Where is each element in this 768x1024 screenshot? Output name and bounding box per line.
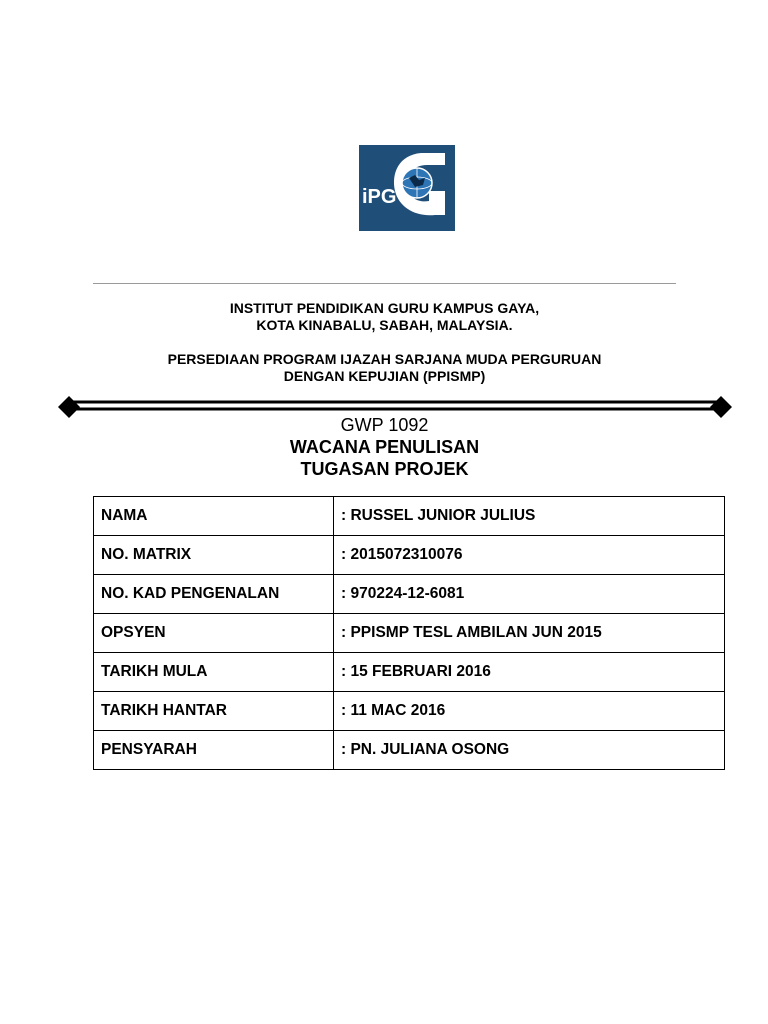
table-row <box>94 536 725 575</box>
divider-diamond-left-icon <box>58 396 80 418</box>
table-row <box>94 653 725 692</box>
institution-line-1: INSTITUT PENDIDIKAN GURU KAMPUS GAYA, <box>229 300 540 316</box>
table-row <box>94 731 725 770</box>
table-row <box>94 614 725 653</box>
row-label-kad-pengenalan: NO. KAD PENGENALAN <box>94 575 334 614</box>
row-value-pensyarah: : PN. JULIANA OSONG <box>334 731 725 770</box>
course-code: GWP 1092 <box>340 415 429 435</box>
row-label-matrix: NO. MATRIX <box>94 536 334 575</box>
divider-diamond-right-icon <box>710 396 732 418</box>
row-label-pensyarah: PENSYARAH <box>94 731 334 770</box>
course-title-block <box>93 414 676 480</box>
row-value-nama: : RUSSEL JUNIOR JULIUS <box>334 497 725 536</box>
row-label-opsyen: OPSYEN <box>94 614 334 653</box>
program-line-2: DENGAN KEPUJIAN (PPISMP) <box>283 368 486 384</box>
institution-block <box>93 300 676 334</box>
row-value-tarikh-hantar: : 11 MAC 2016 <box>334 692 725 731</box>
row-label-nama: NAMA <box>94 497 334 536</box>
table-row <box>94 692 725 731</box>
course-name: WACANA PENULISAN <box>289 437 480 457</box>
table-row <box>94 497 725 536</box>
program-block <box>93 351 676 385</box>
row-label-tarikh-hantar: TARIKH HANTAR <box>94 692 334 731</box>
row-value-matrix: : 2015072310076 <box>334 536 725 575</box>
table-row <box>94 575 725 614</box>
logo-text: iPG <box>362 186 397 208</box>
ipg-logo-graphic <box>359 145 455 231</box>
row-label-tarikh-mula: TARIKH MULA <box>94 653 334 692</box>
row-value-kad-pengenalan: : 970224-12-6081 <box>334 575 725 614</box>
program-line-1: PERSEDIAAN PROGRAM IJAZAH SARJANA MUDA PERGURUAN <box>167 351 602 367</box>
institution-line-2: KOTA KINABALU, SABAH, MALAYSIA. <box>256 317 513 333</box>
ipg-logo <box>359 145 455 231</box>
assignment-title: TUGASAN PROJEK <box>300 459 469 479</box>
top-rule <box>93 283 676 284</box>
row-value-opsyen: : PPISMP TESL AMBILAN JUN 2015 <box>334 614 725 653</box>
student-details-table <box>93 496 725 770</box>
row-value-tarikh-mula: : 15 FEBRUARI 2016 <box>334 653 725 692</box>
